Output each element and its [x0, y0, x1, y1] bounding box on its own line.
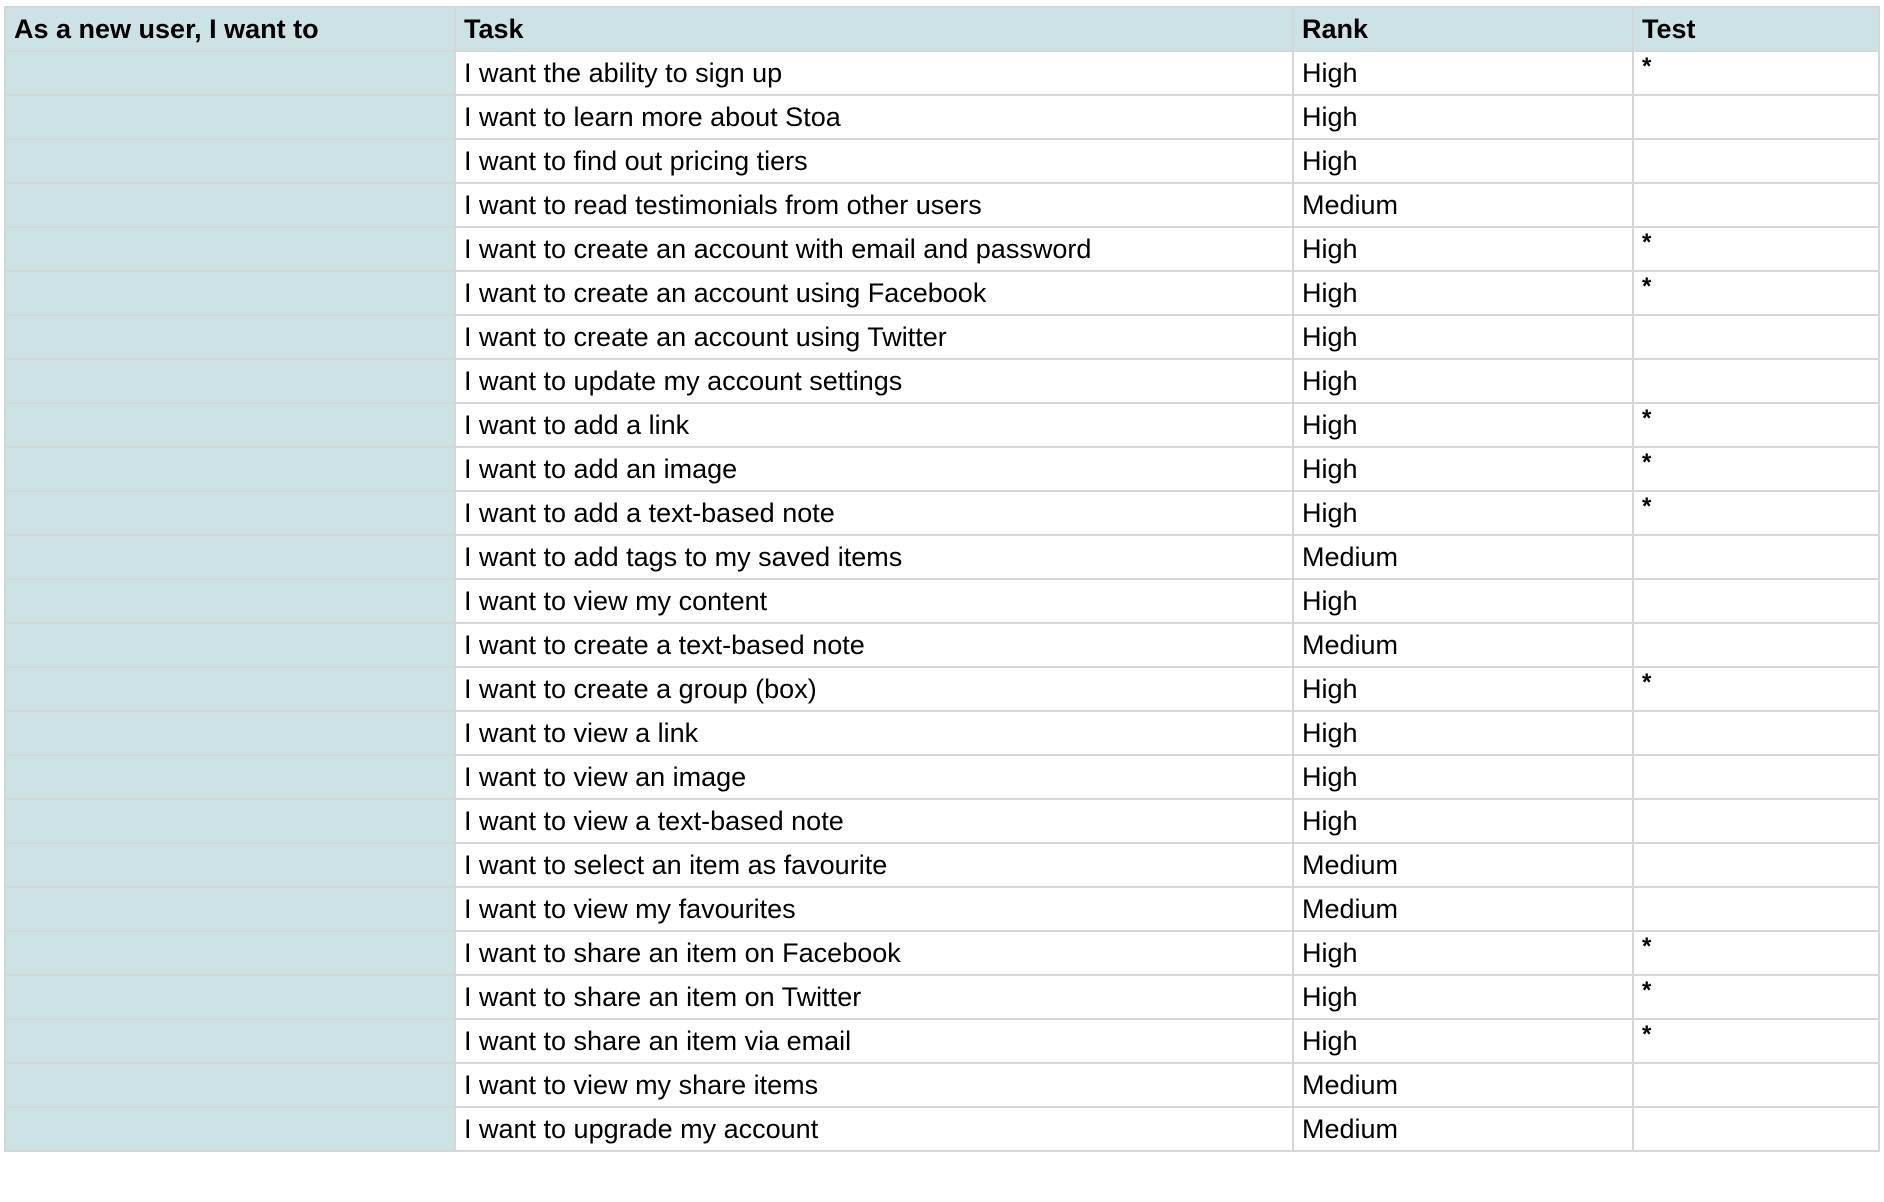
task-cell[interactable]: I want to create a text-based note	[455, 623, 1293, 667]
rank-cell[interactable]: High	[1293, 95, 1633, 139]
task-cell[interactable]: I want the ability to sign up	[455, 51, 1293, 95]
task-cell[interactable]: I want to share an item on Twitter	[455, 975, 1293, 1019]
table-row	[5, 1107, 1879, 1151]
table-row	[5, 755, 1879, 799]
story-cell[interactable]	[5, 183, 455, 227]
story-cell[interactable]	[5, 887, 455, 931]
test-cell[interactable]	[1633, 183, 1879, 227]
test-cell[interactable]	[1633, 1107, 1879, 1151]
test-cell[interactable]	[1633, 711, 1879, 755]
task-cell[interactable]: I want to create an account using Facebook	[455, 271, 1293, 315]
test-cell[interactable]	[1633, 315, 1879, 359]
story-cell[interactable]	[5, 139, 455, 183]
table-row	[5, 1063, 1879, 1107]
table-row	[5, 183, 1879, 227]
task-cell[interactable]: I want to add a link	[455, 403, 1293, 447]
test-cell[interactable]: *	[1633, 931, 1879, 975]
test-cell[interactable]: *	[1633, 227, 1879, 271]
story-cell[interactable]	[5, 843, 455, 887]
table-row	[5, 227, 1879, 271]
story-cell[interactable]	[5, 359, 455, 403]
test-cell[interactable]	[1633, 139, 1879, 183]
test-cell[interactable]	[1633, 843, 1879, 887]
table-row	[5, 403, 1879, 447]
rank-cell[interactable]: High	[1293, 51, 1633, 95]
rank-cell[interactable]: High	[1293, 931, 1633, 975]
rank-cell[interactable]: Medium	[1293, 183, 1633, 227]
task-cell[interactable]: I want to upgrade my account	[455, 1107, 1293, 1151]
rank-cell[interactable]: High	[1293, 271, 1633, 315]
task-cell[interactable]: I want to add tags to my saved items	[455, 535, 1293, 579]
rank-cell[interactable]: High	[1293, 975, 1633, 1019]
rank-cell[interactable]: High	[1293, 755, 1633, 799]
rank-cell[interactable]: High	[1293, 315, 1633, 359]
table-row	[5, 1019, 1879, 1063]
table-row	[5, 799, 1879, 843]
test-cell[interactable]: *	[1633, 491, 1879, 535]
story-cell[interactable]	[5, 51, 455, 95]
story-cell[interactable]	[5, 623, 455, 667]
table-row	[5, 491, 1879, 535]
task-cell[interactable]: I want to share an item on Facebook	[455, 931, 1293, 975]
story-cell[interactable]	[5, 491, 455, 535]
task-cell[interactable]: I want to create a group (box)	[455, 667, 1293, 711]
rank-cell[interactable]: Medium	[1293, 623, 1633, 667]
test-cell[interactable]	[1633, 887, 1879, 931]
task-cell[interactable]: I want to add a text-based note	[455, 491, 1293, 535]
test-cell[interactable]	[1633, 799, 1879, 843]
test-cell[interactable]	[1633, 359, 1879, 403]
test-cell[interactable]: *	[1633, 403, 1879, 447]
table-row	[5, 887, 1879, 931]
rank-cell[interactable]: High	[1293, 711, 1633, 755]
task-cell[interactable]: I want to view a text-based note	[455, 799, 1293, 843]
story-cell[interactable]	[5, 1019, 455, 1063]
header-task[interactable]: Task	[455, 7, 1293, 51]
story-cell[interactable]	[5, 931, 455, 975]
story-cell[interactable]	[5, 1063, 455, 1107]
rank-cell[interactable]: High	[1293, 799, 1633, 843]
table-row	[5, 139, 1879, 183]
test-cell[interactable]: *	[1633, 51, 1879, 95]
story-cell[interactable]	[5, 755, 455, 799]
table-row	[5, 711, 1879, 755]
task-cell[interactable]: I want to learn more about Stoa	[455, 95, 1293, 139]
rank-cell[interactable]: Medium	[1293, 1063, 1633, 1107]
rank-cell[interactable]: High	[1293, 579, 1633, 623]
test-cell[interactable]: *	[1633, 447, 1879, 491]
task-cell[interactable]: I want to read testimonials from other users	[455, 183, 1293, 227]
test-cell[interactable]	[1633, 95, 1879, 139]
task-cell[interactable]: I want to view an image	[455, 755, 1293, 799]
table-row	[5, 975, 1879, 1019]
test-cell[interactable]: *	[1633, 667, 1879, 711]
header-story[interactable]: As a new user, I want to	[5, 7, 455, 51]
task-cell[interactable]: I want to create an account with email and password	[455, 227, 1293, 271]
header-rank[interactable]: Rank	[1293, 7, 1633, 51]
table-row	[5, 271, 1879, 315]
story-cell[interactable]	[5, 799, 455, 843]
rank-cell[interactable]: Medium	[1293, 1107, 1633, 1151]
task-cell[interactable]: I want to create an account using Twitter	[455, 315, 1293, 359]
rank-cell[interactable]: High	[1293, 491, 1633, 535]
test-cell[interactable]	[1633, 755, 1879, 799]
story-cell[interactable]	[5, 271, 455, 315]
rank-cell[interactable]: High	[1293, 667, 1633, 711]
table-row	[5, 843, 1879, 887]
story-cell[interactable]	[5, 579, 455, 623]
task-cell[interactable]: I want to view my favourites	[455, 887, 1293, 931]
story-cell[interactable]	[5, 447, 455, 491]
table-row	[5, 359, 1879, 403]
rank-cell[interactable]: High	[1293, 359, 1633, 403]
task-cell[interactable]: I want to add an image	[455, 447, 1293, 491]
test-cell[interactable]	[1633, 623, 1879, 667]
header-row	[5, 7, 1879, 51]
test-cell[interactable]: *	[1633, 975, 1879, 1019]
table-row	[5, 51, 1879, 95]
rank-cell[interactable]: High	[1293, 227, 1633, 271]
task-cell[interactable]: I want to select an item as favourite	[455, 843, 1293, 887]
table-body	[5, 51, 1879, 1151]
task-cell[interactable]: I want to find out pricing tiers	[455, 139, 1293, 183]
task-cell[interactable]: I want to view my content	[455, 579, 1293, 623]
task-cell[interactable]: I want to update my account settings	[455, 359, 1293, 403]
test-cell[interactable]	[1633, 1063, 1879, 1107]
story-cell[interactable]	[5, 535, 455, 579]
table-row	[5, 95, 1879, 139]
rank-cell[interactable]: Medium	[1293, 887, 1633, 931]
story-cell[interactable]	[5, 315, 455, 359]
table-row	[5, 667, 1879, 711]
rank-cell[interactable]: High	[1293, 1019, 1633, 1063]
test-cell[interactable]	[1633, 579, 1879, 623]
rank-cell[interactable]: Medium	[1293, 535, 1633, 579]
test-cell[interactable]: *	[1633, 271, 1879, 315]
rank-cell[interactable]: High	[1293, 139, 1633, 183]
rank-cell[interactable]: High	[1293, 403, 1633, 447]
table-row	[5, 623, 1879, 667]
header-test[interactable]: Test	[1633, 7, 1879, 51]
task-cell[interactable]: I want to view my share items	[455, 1063, 1293, 1107]
story-cell[interactable]	[5, 403, 455, 447]
story-cell[interactable]	[5, 975, 455, 1019]
story-cell[interactable]	[5, 711, 455, 755]
table-row	[5, 535, 1879, 579]
rank-cell[interactable]: Medium	[1293, 843, 1633, 887]
table-row	[5, 447, 1879, 491]
story-cell[interactable]	[5, 667, 455, 711]
test-cell[interactable]	[1633, 535, 1879, 579]
story-cell[interactable]	[5, 95, 455, 139]
task-cell[interactable]: I want to view a link	[455, 711, 1293, 755]
table-row	[5, 315, 1879, 359]
table-row	[5, 931, 1879, 975]
story-cell[interactable]	[5, 1107, 455, 1151]
rank-cell[interactable]: High	[1293, 447, 1633, 491]
test-cell[interactable]: *	[1633, 1019, 1879, 1063]
table-row	[5, 579, 1879, 623]
task-cell[interactable]: I want to share an item via email	[455, 1019, 1293, 1063]
story-cell[interactable]	[5, 227, 455, 271]
user-stories-table	[4, 6, 1880, 1152]
